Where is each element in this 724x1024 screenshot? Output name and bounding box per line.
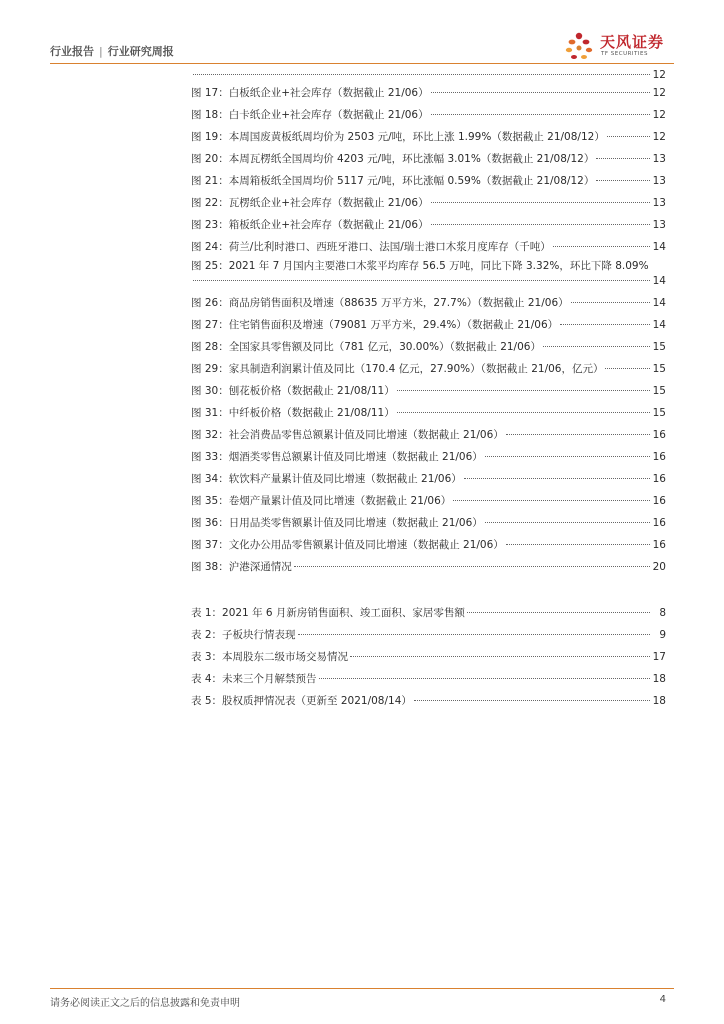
toc-leader-dots bbox=[350, 656, 650, 657]
table-list bbox=[191, 602, 666, 712]
toc-leader-dots bbox=[294, 566, 650, 567]
toc-row-continued[interactable] bbox=[191, 68, 666, 82]
toc-entry-label: 图 22：瓦楞纸企业+社会库存（数据截止 21/06） bbox=[191, 197, 429, 209]
toc-leader-dots bbox=[464, 478, 650, 479]
toc-leader-dots bbox=[431, 224, 650, 225]
toc-page-number: 13 bbox=[652, 153, 666, 165]
toc-entry[interactable] bbox=[191, 556, 666, 578]
toc-leader-dots bbox=[605, 368, 650, 369]
toc-page-number: 12 bbox=[652, 109, 666, 121]
brand-english-name: TF SECURITIES bbox=[601, 51, 648, 57]
toc-page-number: 12 bbox=[652, 87, 666, 99]
toc-leader-dots bbox=[431, 114, 650, 115]
toc-page-number: 17 bbox=[652, 651, 666, 663]
toc-leader-dots bbox=[607, 136, 650, 137]
toc-leader-dots bbox=[431, 202, 650, 203]
toc-entry-label: 图 30：刨花板价格（数据截止 21/08/11） bbox=[191, 385, 395, 397]
toc-entry-label: 图 27：住宅销售面积及增速（79081 万平方米，29.4%）（数据截止 21/06） bbox=[191, 319, 559, 331]
toc-entry[interactable] bbox=[191, 646, 666, 668]
toc-page-number: 9 bbox=[659, 629, 666, 641]
toc-leader-dots bbox=[596, 180, 650, 181]
toc-leader-dots bbox=[453, 500, 650, 501]
toc-entry-label: 图 26：商品房销售面积及增速（88635 万平方米，27.7%）（数据截止 21/06） bbox=[191, 297, 569, 309]
toc-leader-dots bbox=[506, 544, 650, 545]
toc-page-number: 14 bbox=[652, 275, 666, 287]
toc-leader-dots bbox=[467, 612, 650, 613]
toc-leader-dots bbox=[506, 434, 650, 435]
footer-page-number: 4 bbox=[659, 994, 666, 1005]
toc-page-number: 14 bbox=[652, 241, 666, 253]
report-subtype-label: 行业研究周报 bbox=[107, 45, 174, 58]
toc-page-number: 13 bbox=[652, 175, 666, 187]
toc-entry[interactable] bbox=[191, 668, 666, 690]
toc-page-number: 15 bbox=[652, 341, 666, 353]
toc-leader-dots bbox=[319, 678, 650, 679]
toc-entry-label: 图 34：软饮料产量累计值及同比增速（数据截止 21/06） bbox=[191, 473, 462, 485]
header-separator: | bbox=[99, 45, 103, 58]
toc-entry[interactable] bbox=[191, 170, 666, 192]
figure-list-b bbox=[191, 292, 666, 578]
toc-entry-label: 图 28：全国家具零售额及同比（781 亿元，30.00%）（数据截止 21/06） bbox=[191, 341, 541, 353]
toc-entry[interactable] bbox=[191, 126, 666, 148]
toc-page-number: 12 bbox=[652, 131, 666, 143]
toc-entry[interactable] bbox=[191, 148, 666, 170]
toc-page-number: 18 bbox=[652, 695, 666, 707]
toc-entry[interactable] bbox=[191, 690, 666, 712]
toc-entry[interactable] bbox=[191, 534, 666, 556]
toc-row-figure-25-page[interactable] bbox=[191, 274, 666, 288]
toc-page-number: 12 bbox=[652, 69, 666, 81]
toc-entry[interactable] bbox=[191, 624, 666, 646]
toc-leader-dots bbox=[431, 92, 650, 93]
toc-leader-dots bbox=[543, 346, 650, 347]
toc-leader-dots bbox=[298, 634, 650, 635]
toc-page-number: 16 bbox=[652, 429, 666, 441]
toc-entry-label: 表 2：子板块行情表现 bbox=[191, 629, 296, 641]
toc-leader-dots bbox=[485, 522, 650, 523]
toc-entry-label: 图 19：本周国废黄板纸周均价为 2503 元/吨，环比上涨 1.99%（数据截止 21/08/12） bbox=[191, 131, 605, 143]
brand-logo bbox=[564, 30, 674, 64]
toc-entry-label: 图 23：箱板纸企业+社会库存（数据截止 21/06） bbox=[191, 219, 429, 231]
toc-page-number: 13 bbox=[652, 197, 666, 209]
toc-page-number: 15 bbox=[652, 385, 666, 397]
header-divider bbox=[50, 63, 674, 64]
toc-page-number: 15 bbox=[652, 363, 666, 375]
toc-page-number: 15 bbox=[652, 407, 666, 419]
toc-leader-dots bbox=[560, 324, 650, 325]
toc-entry[interactable] bbox=[191, 192, 666, 214]
toc-entry[interactable] bbox=[191, 490, 666, 512]
toc-entry-label: 图 29：家具制造利润累计值及同比（170.4 亿元，27.90%）（数据截止 21/06，亿元） bbox=[191, 363, 604, 375]
toc-leader-dots bbox=[397, 412, 650, 413]
toc-entry-label: 图 17：白板纸企业+社会库存（数据截止 21/06） bbox=[191, 87, 429, 99]
toc-leader-dots bbox=[414, 700, 650, 701]
toc-page-number: 18 bbox=[652, 673, 666, 685]
toc-leader-dots bbox=[596, 158, 650, 159]
toc-entry[interactable] bbox=[191, 380, 666, 402]
toc-entry[interactable] bbox=[191, 314, 666, 336]
toc-entry-label: 表 4：未来三个月解禁预告 bbox=[191, 673, 317, 685]
section-gap bbox=[191, 578, 666, 602]
toc-entry-label: 图 35：卷烟产量累计值及同比增速（数据截止 21/06） bbox=[191, 495, 452, 507]
toc-entry[interactable] bbox=[191, 402, 666, 424]
footer-disclaimer: 请务必阅读正文之后的信息披露和免责申明 bbox=[50, 998, 240, 1009]
toc-entry-label: 图 24：荷兰/比利时港口、西班牙港口、法国/瑞士港口木浆月度库存（千吨） bbox=[191, 241, 551, 253]
toc-entry[interactable] bbox=[191, 82, 666, 104]
toc-page-number: 13 bbox=[652, 219, 666, 231]
toc-entry-label: 图 25：2021 年 7 月国内主要港口木浆平均库存 56.5 万吨，同比下降 3.32%，环比下降 8.09% bbox=[191, 260, 649, 272]
toc-page-number: 14 bbox=[652, 297, 666, 309]
toc-entry-label: 图 33：烟酒类零售总额累计值及同比增速（数据截止 21/06） bbox=[191, 451, 483, 463]
table-of-contents bbox=[191, 68, 666, 712]
toc-entry-label: 图 21：本周箱板纸全国周均价 5117 元/吨，环比涨幅 0.59%（数据截止 21/08/12） bbox=[191, 175, 595, 187]
toc-page-number: 14 bbox=[652, 319, 666, 331]
toc-entry[interactable] bbox=[191, 424, 666, 446]
toc-entry[interactable] bbox=[191, 214, 666, 236]
figure-list-a bbox=[191, 82, 666, 258]
toc-entry[interactable] bbox=[191, 512, 666, 534]
toc-entry-label: 图 31：中纤板价格（数据截止 21/08/11） bbox=[191, 407, 395, 419]
toc-entry-label: 图 18：白卡纸企业+社会库存（数据截止 21/06） bbox=[191, 109, 429, 121]
report-category bbox=[50, 43, 174, 59]
toc-leader-dots bbox=[193, 280, 650, 281]
toc-entry[interactable] bbox=[191, 468, 666, 490]
toc-entry-label: 表 3：本周股东二级市场交易情况 bbox=[191, 651, 349, 663]
toc-page-number: 20 bbox=[652, 561, 666, 573]
toc-entry[interactable] bbox=[191, 104, 666, 126]
brand-mark-icon bbox=[564, 30, 594, 64]
toc-page-number: 16 bbox=[652, 473, 666, 485]
toc-entry[interactable] bbox=[191, 292, 666, 314]
toc-page-number: 16 bbox=[652, 517, 666, 529]
toc-entry[interactable] bbox=[191, 236, 666, 258]
toc-leader-dots bbox=[193, 74, 650, 75]
toc-page-number: 16 bbox=[652, 495, 666, 507]
toc-entry-label: 表 5：股权质押情况表（更新至 2021/08/14） bbox=[191, 695, 412, 707]
toc-row-figure-25[interactable] bbox=[191, 258, 666, 274]
brand-name: 天风证券 bbox=[600, 33, 665, 51]
toc-entry[interactable] bbox=[191, 446, 666, 468]
toc-page-number: 16 bbox=[652, 539, 666, 551]
toc-entry-label: 图 20：本周瓦楞纸全国周均价 4203 元/吨，环比涨幅 3.01%（数据截止 21/08/12） bbox=[191, 153, 595, 165]
toc-entry-label: 图 36：日用品类零售额累计值及同比增速（数据截止 21/06） bbox=[191, 517, 483, 529]
toc-entry-label: 图 37：文化办公用品零售额累计值及同比增速（数据截止 21/06） bbox=[191, 539, 504, 551]
toc-entry[interactable] bbox=[191, 336, 666, 358]
toc-leader-dots bbox=[397, 390, 650, 391]
toc-page-number: 16 bbox=[652, 451, 666, 463]
toc-leader-dots bbox=[485, 456, 650, 457]
toc-leader-dots bbox=[553, 246, 650, 247]
toc-entry-label: 表 1：2021 年 6 月新房销售面积、竣工面积、家居零售额 bbox=[191, 607, 465, 619]
report-type-label: 行业报告 bbox=[50, 45, 94, 58]
toc-entry-label: 图 32：社会消费品零售总额累计值及同比增速（数据截止 21/06） bbox=[191, 429, 504, 441]
toc-leader-dots bbox=[571, 302, 650, 303]
toc-entry-label: 图 38：沪港深通情况 bbox=[191, 561, 292, 573]
toc-entry[interactable] bbox=[191, 358, 666, 380]
toc-page-number: 8 bbox=[659, 607, 666, 619]
toc-entry[interactable] bbox=[191, 602, 666, 624]
footer-divider bbox=[50, 988, 674, 989]
